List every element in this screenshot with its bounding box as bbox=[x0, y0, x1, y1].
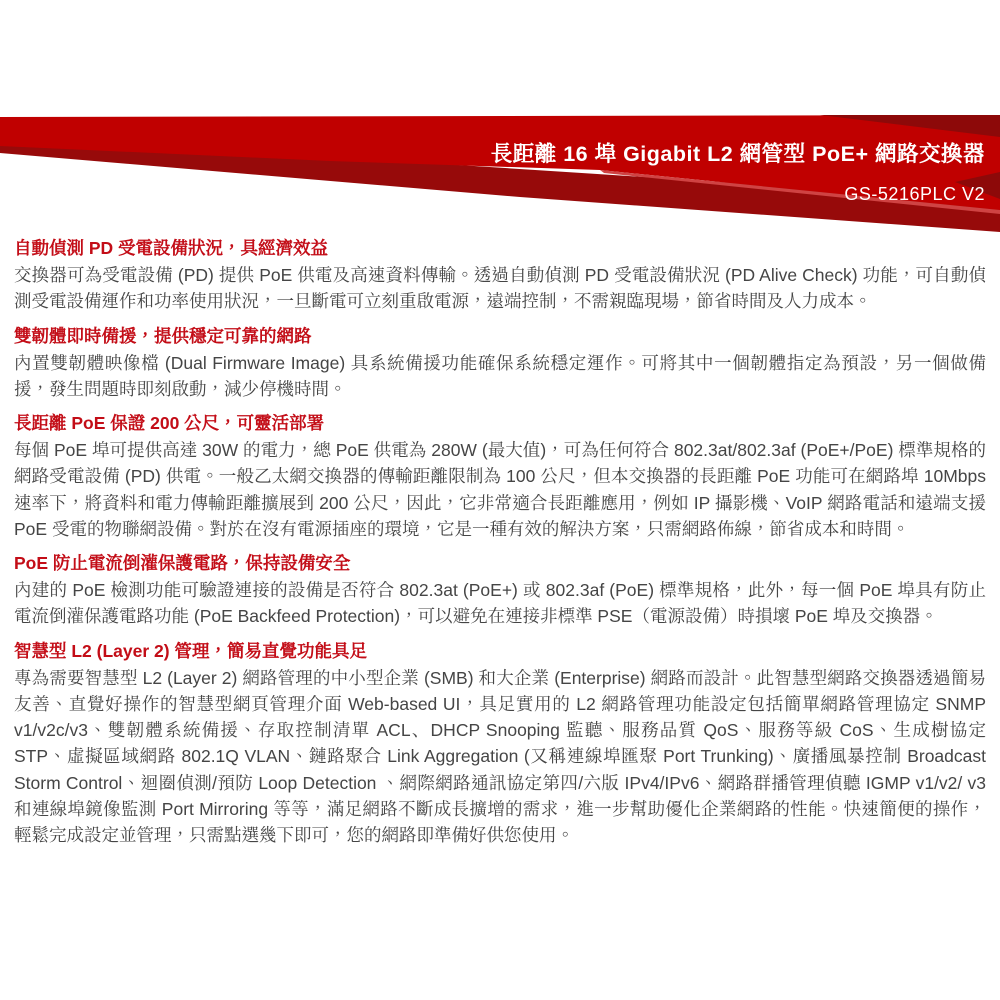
feature-section-dual-firmware bbox=[14, 325, 986, 403]
feature-list bbox=[0, 235, 1000, 848]
banner-ribbon-graphic bbox=[0, 113, 1000, 235]
feature-heading: 自動偵測 PD 受電設備狀況，具經濟效益 bbox=[14, 238, 329, 258]
feature-body: 每個 PoE 埠可提供高達 30W 的電力，總 PoE 供電為 280W (最大值)，可為任何符合 802.3at/802.3af (PoE+/PoE) 標準規格的網路受電設備 (PD) 供電。一般乙太網交換器的傳輸距離限制為 100 公尺，但本交換器的長距離 PoE 功能可在網路埠 10Mbps 速率下，將資料和電力傳輸距離擴展到 200 公尺，因此，它非常適合長距離應用，例如 IP 攝影機、VoIP 網路電話和遠端支援 PoE 受電的物聯網設備。對於在沒有電源插座的環境，它是一種有效的解決方案，只需網路佈線，節省成本和時間。 bbox=[14, 440, 986, 539]
header-banner bbox=[0, 113, 1000, 235]
feature-body: 內建的 PoE 檢測功能可驗證連接的設備是否符合 802.3at (PoE+) 或 802.3af (PoE) 標準規格，此外，每一個 PoE 埠具有防止電流倒灌保護電路功能 (PoE Backfeed Protection)，可以避免在連接非標準 PSE（電源設備）時損壞 PoE 埠及交換器。 bbox=[14, 580, 986, 627]
feature-body: 內置雙韌體映像檔 (Dual Firmware Image) 具系統備援功能確保系統穩定運作。可將其中一個韌體指定為預設，另一個做備援，發生問題時即刻啟動，減少停機時間。 bbox=[14, 352, 986, 399]
feature-heading: 長距離 PoE 保證 200 公尺，可靈活部署 bbox=[14, 413, 325, 433]
product-model: GS-5216PLC V2 bbox=[844, 184, 985, 204]
feature-body: 交換器可為受電設備 (PD) 提供 PoE 供電及高速資料傳輸。透過自動偵測 PD 受電設備狀況 (PD Alive Check) 功能，可自動偵測受電設備運作和功率使用狀況，一旦斷電可立刻重啟電源，遠端控制，不需親臨現場，節省時間及人力成本。 bbox=[14, 265, 986, 312]
feature-heading: 智慧型 L2 (Layer 2) 管理，簡易直覺功能具足 bbox=[14, 640, 367, 661]
feature-heading: PoE 防止電流倒灌保護電路，保持設備安全 bbox=[14, 553, 351, 573]
feature-section-l2-management bbox=[14, 640, 986, 849]
feature-section-backfeed-protection bbox=[14, 552, 986, 630]
feature-heading: 雙韌體即時備援，提供穩定可靠的網路 bbox=[14, 325, 312, 346]
product-title: 長距離 16 埠 Gigabit L2 網管型 PoE+ 網路交換器 bbox=[490, 142, 985, 166]
feature-section-long-reach-poe bbox=[14, 412, 986, 542]
feature-section-pd-alive-check bbox=[14, 237, 986, 315]
feature-body: 專為需要智慧型 L2 (Layer 2) 網路管理的中小型企業 (SMB) 和大企業 (Enterprise) 網路而設計。此智慧型網路交換器透過簡易友善、直覺好操作的智慧型網頁管理介面 Web-based UI，具足實用的 L2 網路管理功能設定包括簡單網路管理協定 SNMP v1/v2c/v3、雙韌體系統備援、存取控制清單 ACL、DHCP Snooping 監聽、服務品質 QoS、服務等級 CoS、生成樹協定 STP、虛擬區域網路 802.1Q VLAN、鏈路聚合 Link Aggregation (又稱連線埠匯聚 Port Trunking)、廣播風暴控制 Broadcast Storm Control、迴圈偵測/預防 Loop Detection 、網際網路通訊協定第四/六版 IPv4/IPv6、網路群播管理偵聽 IGMP v1/v2/ v3 和連線埠鏡像監測 Port Mirroring 等等，滿足網路不斷成長擴增的需求，進一步幫助優化企業網路的性能。快速簡便的操作，輕鬆完成設定並管理，只需點選幾下即可，您的網路即準備好供您使用。 bbox=[14, 667, 986, 845]
